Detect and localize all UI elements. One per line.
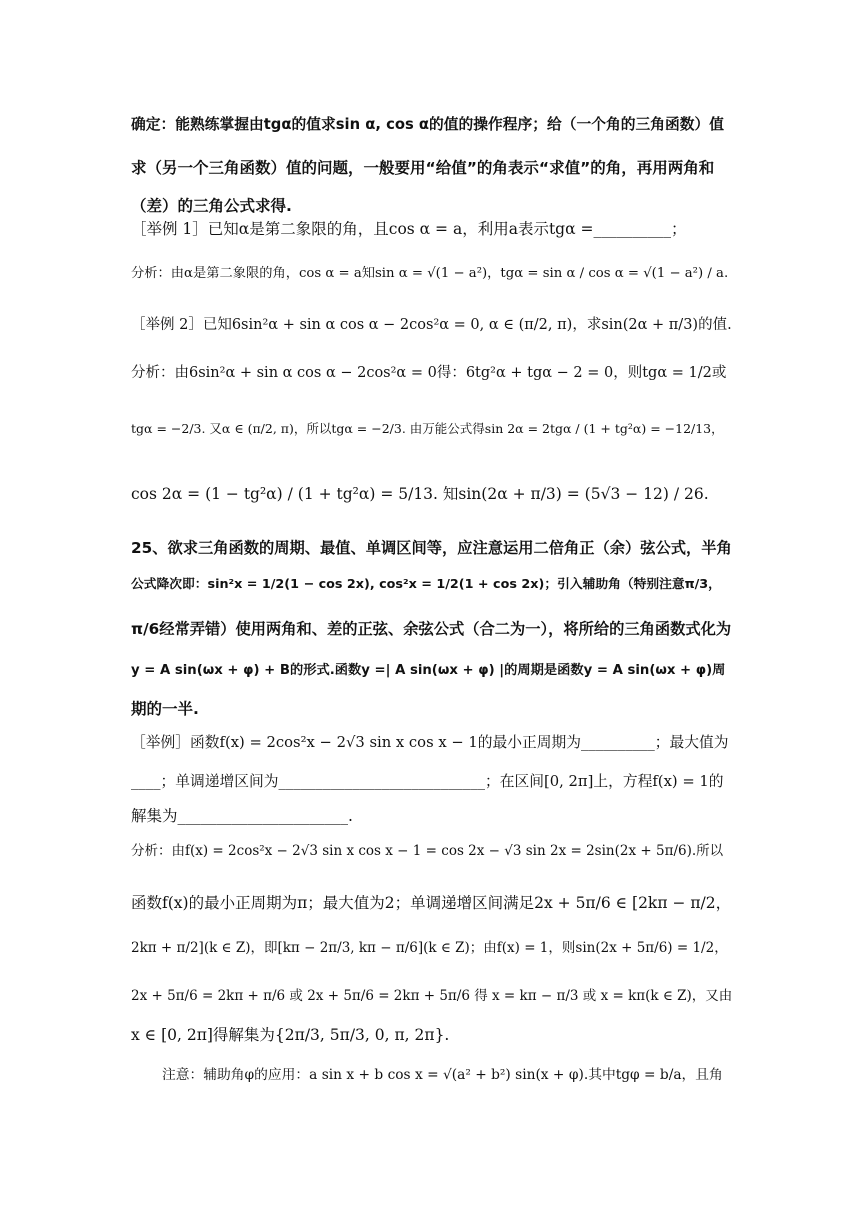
note-line: 注意：辅助角φ的应用：a sin x + b cos x = √(a² + b²) sin(x + φ).其中tgφ = b/a，且角 — [162, 1067, 723, 1083]
example-3-analysis-4: 2x + 5π/6 = 2kπ + π/6 或 2x + 5π/6 = 2kπ + 5π/6 得 x = kπ − π/3 或 x = kπ(k ∈ Z)，又由 — [131, 988, 733, 1004]
example-2-question: ［举例 2］已知6sin²α + sin α cos α − 2cos²α = 0, α ∈ (π/2, π)，求sin(2α + π/3)的值. — [131, 317, 732, 333]
item-25-line-4: y = A sin(ωx + φ) + B的形式.函数y =| A sin(ωx + φ) |的周期是函数y = A sin(ωx + φ)周 — [131, 663, 726, 678]
item-25-line-1: 25、欲求三角函数的周期、最值、单调区间等，应注意运用二倍角正（余）弦公式，半角 — [131, 539, 732, 557]
text-line-1: 确定：能熟练掌握由tgα的值求sin α, cos α的值的操作程序；给（一个角的三角函数）值 — [131, 116, 725, 133]
text-line-2: 求（另一个三角函数）值的问题，一般要用“给值”的角表示“求值”的角，再用两角和 — [131, 159, 715, 177]
item-25-line-5: 期的一半. — [131, 700, 199, 718]
example-3-analysis-3: 2kπ + π/2](k ∈ Z)，即[kπ − 2π/3, kπ − π/6](k ∈ Z)；由f(x) = 1，则sin(2x + 5π/6) = 1/2， — [131, 940, 728, 956]
example-3-question-2: ____；单调递增区间为____________________________；在区间[0, 2π]上，方程f(x) = 1的 — [131, 773, 724, 790]
example-3-question-1: ［举例］函数f(x) = 2cos²x − 2√3 sin x cos x − 1的最小正周期为__________；最大值为 — [131, 734, 729, 751]
example-1-question: ［举例 1］已知α是第二象限的角，且cos α = a，利用a表示tgα =__________； — [131, 220, 687, 238]
example-2-analysis-3: cos 2α = (1 − tg²α) / (1 + tg²α) = 5/13. 知sin(2α + π/3) = (5√3 − 12) / 26. — [131, 485, 709, 503]
example-3-analysis-2: 函数f(x)的最小正周期为π；最大值为2；单调递增区间满足2x + 5π/6 ∈ [2kπ − π/2， — [131, 894, 732, 912]
example-2-analysis-1: 分析：由6sin²α + sin α cos α − 2cos²α = 0得：6tg²α + tgα − 2 = 0，则tgα = 1/2或 — [131, 365, 727, 381]
example-1-analysis: 分析：由α是第二象限的角，cos α = a知sin α = √(1 − a²)，tgα = sin α / cos α = √(1 − a²) / a. — [131, 266, 729, 281]
item-25-line-3: π/6经常弄错）使用两角和、差的正弦、余弦公式（合二为一），将所给的三角函数式化为 — [131, 620, 732, 638]
example-3-analysis-5: x ∈ [0, 2π]得解集为{2π/3, 5π/3, 0, π, 2π}. — [131, 1026, 450, 1044]
text-line-3: （差）的三角公式求得. — [131, 197, 292, 215]
example-2-analysis-2: tgα = −2/3. 又α ∈ (π/2, π)，所以tgα = −2/3. 由万能公式得sin 2α = 2tgα / (1 + tg²α) = −12/13， — [131, 421, 724, 436]
example-3-question-3: 解集为______________________. — [131, 807, 353, 825]
example-3-analysis-1: 分析：由f(x) = 2cos²x − 2√3 sin x cos x − 1 = cos 2x − √3 sin 2x = 2sin(2x + 5π/6).所以 — [131, 843, 724, 859]
item-25-line-2: 公式降次即：sin²x = 1/2(1 − cos 2x), cos²x = 1/2(1 + cos 2x)；引入辅助角（特别注意π/3， — [131, 577, 721, 592]
